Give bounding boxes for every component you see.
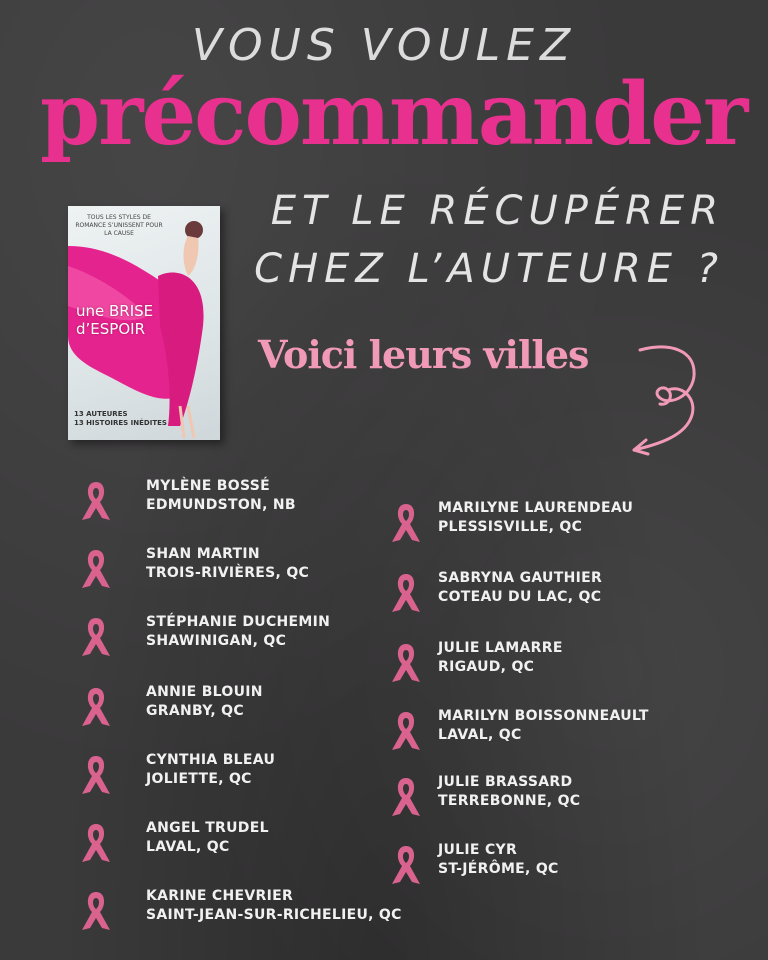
author-entry	[78, 546, 398, 592]
book-footer-line2: 13 HISTOIRES INÉDITES	[74, 419, 167, 427]
author-city: RIGAUD, QC	[438, 659, 535, 675]
author-name: MARILYNE LAURENDEAU	[438, 500, 634, 516]
author-entry	[388, 842, 708, 888]
author-name: SABRYNA GAUTHIER	[438, 570, 603, 586]
author-city: TROIS-RIVIÈRES, QC	[146, 565, 310, 581]
book-footer-line1: 13 AUTEURES	[74, 410, 128, 418]
book-title	[76, 302, 196, 338]
headline-recuperer	[254, 182, 724, 298]
pink-ribbon-icon	[78, 752, 114, 798]
author-city: COTEAU DU LAC, QC	[438, 589, 602, 605]
author-city: GRANBY, QC	[146, 703, 244, 719]
pink-ribbon-icon	[388, 842, 424, 888]
book-tagline: TOUS LES STYLES DE ROMANCE S’UNISSENT POUR LA CAUSE	[75, 214, 163, 237]
author-city: EDMUNDSTON, NB	[146, 497, 296, 513]
author-name: ANGEL TRUDEL	[146, 820, 269, 836]
headline-recuperer-line1: ET LE RÉCUPÉRER	[270, 188, 724, 234]
author-entry	[78, 752, 398, 798]
pink-ribbon-icon	[388, 774, 424, 820]
author-name: ANNIE BLOUIN	[146, 684, 263, 700]
author-entry	[78, 684, 398, 730]
author-city: JOLIETTE, QC	[146, 771, 252, 787]
author-name: STÉPHANIE DUCHEMIN	[146, 614, 331, 630]
author-entry	[78, 478, 398, 524]
cities-title: Voici leurs villes	[258, 332, 589, 377]
pink-ribbon-icon	[388, 708, 424, 754]
author-name: CYNTHIA BLEAU	[146, 752, 276, 768]
headline-vous-voulez: VOUS VOULEZ	[191, 20, 577, 71]
author-entry	[78, 888, 418, 934]
author-entry	[388, 500, 708, 546]
author-city: ST-JÉRÔME, QC	[438, 861, 559, 877]
author-name: MYLÈNE BOSSÉ	[146, 478, 270, 494]
author-city: TERREBONNE, QC	[438, 793, 581, 809]
book-footer	[74, 410, 167, 428]
author-city: SAINT-JEAN-SUR-RICHELIEU, QC	[146, 907, 402, 923]
headline-precommander: précommander	[40, 64, 747, 165]
author-city: LAVAL, QC	[146, 839, 230, 855]
curly-heart-arrow-icon	[630, 340, 710, 460]
pink-ribbon-icon	[78, 888, 114, 934]
pink-ribbon-icon	[78, 684, 114, 730]
book-title-line2: d’ESPOIR	[76, 320, 145, 338]
author-entry	[388, 640, 708, 686]
author-city: PLESSISVILLE, QC	[438, 519, 583, 535]
pink-ribbon-icon	[388, 500, 424, 546]
author-entry	[78, 614, 398, 660]
pink-ribbon-icon	[78, 478, 114, 524]
author-entry	[388, 708, 708, 754]
pink-ribbon-icon	[388, 640, 424, 686]
author-entry	[78, 820, 398, 866]
author-name: JULIE CYR	[438, 842, 518, 858]
pink-ribbon-icon	[78, 546, 114, 592]
author-name: SHAN MARTIN	[146, 546, 260, 562]
author-name: MARILYN BOISSONNEAULT	[438, 708, 649, 724]
author-city: LAVAL, QC	[438, 727, 522, 743]
headline-recuperer-line2: CHEZ L’AUTEURE ?	[254, 246, 724, 292]
book-title-line1: une BRISE	[76, 302, 154, 320]
pink-ribbon-icon	[78, 820, 114, 866]
author-city: SHAWINIGAN, QC	[146, 633, 287, 649]
author-name: JULIE LAMARRE	[438, 640, 563, 656]
pink-ribbon-icon	[388, 570, 424, 616]
author-name: KARINE CHEVRIER	[146, 888, 294, 904]
author-entry	[388, 774, 708, 820]
author-entry	[388, 570, 708, 616]
book-cover	[68, 206, 220, 440]
pink-ribbon-icon	[78, 614, 114, 660]
author-name: JULIE BRASSARD	[438, 774, 573, 790]
